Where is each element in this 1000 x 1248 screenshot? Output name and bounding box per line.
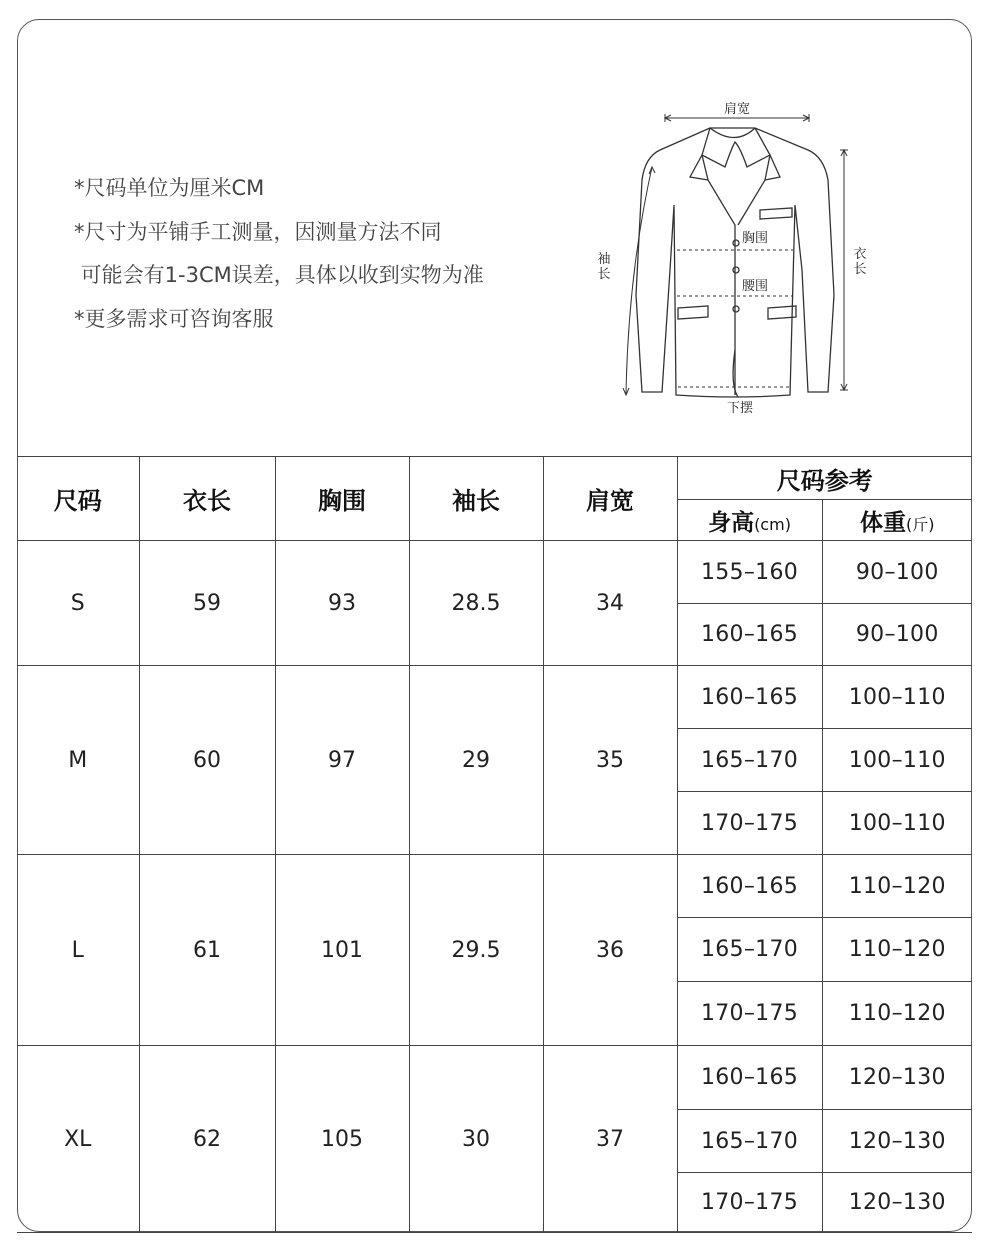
label-sleeve-1: 袖 (597, 252, 611, 267)
cell-height: 170–175 (677, 792, 822, 855)
cell-size: L (17, 855, 139, 1046)
label-length-1: 衣 (853, 247, 867, 262)
label-shoulder: 肩宽 (723, 102, 751, 117)
cell-shoulder: 37 (543, 1046, 677, 1233)
header-sleeve: 袖长 (409, 457, 543, 541)
header-shoulder: 肩宽 (543, 457, 677, 541)
cell-chest: 101 (275, 855, 409, 1046)
cell-height: 160–165 (677, 855, 822, 918)
cell-weight: 100–110 (822, 729, 972, 792)
cell-height: 160–165 (677, 666, 822, 729)
cell-weight: 110–120 (822, 918, 972, 982)
table-row (17, 666, 972, 729)
cell-chest: 105 (275, 1046, 409, 1233)
cell-height: 155–160 (677, 541, 822, 604)
size-notes (74, 170, 484, 344)
jacket-diagram (590, 95, 880, 425)
cell-length: 62 (139, 1046, 275, 1233)
header-size: 尺码 (17, 457, 139, 541)
cell-size: XL (17, 1046, 139, 1233)
cell-weight: 90–100 (822, 541, 972, 604)
note-contact: *更多需求可咨询客服 (74, 306, 274, 331)
cell-weight: 90–100 (822, 604, 972, 666)
cell-height: 165–170 (677, 1110, 822, 1173)
cell-weight: 100–110 (822, 666, 972, 729)
cell-height: 170–175 (677, 982, 822, 1046)
cell-weight: 100–110 (822, 792, 972, 855)
label-chest: 胸围 (741, 231, 769, 246)
cell-height: 165–170 (677, 729, 822, 792)
cell-shoulder: 34 (543, 541, 677, 666)
cell-weight: 120–130 (822, 1110, 972, 1173)
cell-height: 160–165 (677, 604, 822, 666)
cell-chest: 97 (275, 666, 409, 855)
note-tolerance: 可能会有1-3CM误差，具体以收到实物为准 (74, 263, 484, 287)
cell-height: 170–175 (677, 1173, 822, 1233)
cell-sleeve: 28.5 (409, 541, 543, 666)
cell-weight: 120–130 (822, 1046, 972, 1110)
cell-chest: 93 (275, 541, 409, 666)
table-row (17, 1046, 972, 1110)
cell-sleeve: 29.5 (409, 855, 543, 1046)
header-height (677, 500, 822, 541)
cell-weight: 110–120 (822, 982, 972, 1046)
header-weight-label: 体重 (860, 509, 906, 536)
header-length: 衣长 (139, 457, 275, 541)
note-measurement: *尺寸为平铺手工测量，因测量方法不同 (74, 219, 442, 244)
cell-shoulder: 36 (543, 855, 677, 1046)
header-height-unit: (cm) (754, 514, 791, 534)
cell-shoulder: 35 (543, 666, 677, 855)
cell-height: 160–165 (677, 1046, 822, 1110)
header-weight-unit: (斤) (906, 514, 935, 534)
cell-size: S (17, 541, 139, 666)
header-chest: 胸围 (275, 457, 409, 541)
cell-weight: 110–120 (822, 855, 972, 918)
table-row (17, 855, 972, 918)
cell-length: 59 (139, 541, 275, 666)
cell-length: 60 (139, 666, 275, 855)
cell-sleeve: 29 (409, 666, 543, 855)
cell-weight: 120–130 (822, 1173, 972, 1233)
header-reference: 尺码参考 (677, 457, 972, 500)
label-hem: 下摆 (726, 401, 754, 416)
cell-size: M (17, 666, 139, 855)
cell-height: 165–170 (677, 918, 822, 982)
size-table (17, 456, 972, 1233)
label-length-2: 长 (853, 262, 867, 277)
table-row (17, 541, 972, 604)
cell-sleeve: 30 (409, 1046, 543, 1233)
note-unit: *尺码单位为厘米CM (74, 176, 265, 200)
cell-length: 61 (139, 855, 275, 1046)
label-sleeve-2: 长 (597, 267, 611, 282)
header-height-label: 身高 (708, 509, 755, 536)
header-weight (822, 500, 972, 541)
label-waist: 腰围 (741, 279, 769, 294)
